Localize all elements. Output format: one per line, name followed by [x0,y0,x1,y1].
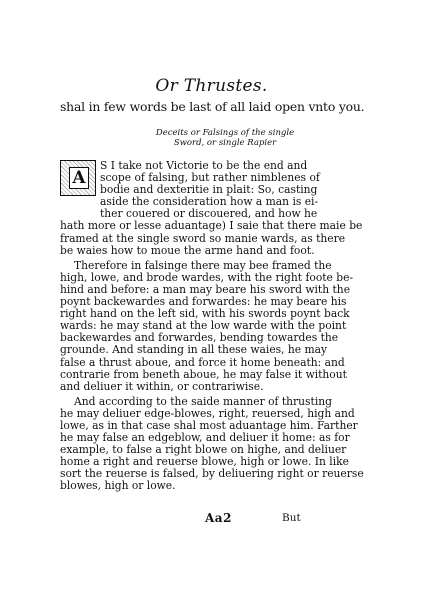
text-line: high, lowe, and brode wardes, with the right foote be- [60,270,354,284]
text-line: ther couered or discouered, and how he [100,207,318,221]
catchline: shal in few words be last of all laid open vnto you. [60,99,365,114]
catchword: But [282,512,301,524]
text-line: scope of falsing, but rather nimblenes of [100,171,320,185]
text-line: contrarie from beneth aboue, he may false it without [60,367,347,381]
text-line: aside the consideration how a man is ei- [100,195,319,209]
text-line: lowe, as in that case shal most aduantage him. Farther [60,418,358,432]
text-line: right hand on the left sid, with his swords poynt back [60,307,350,321]
text-line: framed at the single sword so manie wards, as there [60,231,346,245]
running-head: Or Thrustes. [155,76,268,96]
text-line: and deliuer it within, or contrariwise. [60,379,264,393]
text-line: sort the reuerse is falsed, by deliuering right or reuerse [60,467,364,481]
section-heading-line-1: Deceits or Falsings of the single [155,128,295,138]
text-line: And according to the saide manner of thrusting [74,394,332,408]
text-line: backewardes and forwardes, bending towardes the [60,331,339,345]
text-line: he may false an edgeblow, and deliuer it home: as for [60,431,350,445]
text-line: example, to false a right blowe on highe, and deliuer [60,443,347,457]
section-heading [150,128,300,148]
text-line: home a right and reuerse blowe, high or lowe. In like [60,455,349,469]
text-line: be waies how to moue the arme hand and foot. [60,243,315,257]
text-line: false a thrust aboue, and force it home beneath: and [60,355,345,369]
text-line: S I take not Victorie to be the end and [100,159,308,172]
drop-cap-letter: A [69,167,89,189]
section-heading-line-2: Sword, or single Rapier [173,138,277,148]
signature-mark: Aa2 [205,511,232,525]
body-text [60,159,364,493]
text-line: bodie and dexteritie in plait: So, casting [100,183,318,197]
text-line: hath more or lesse aduantage) I saie that there maie be [60,219,363,233]
text-line: wards: he may stand at the low warde with the point [60,319,347,333]
text-line: Therefore in falsinge there may bee framed the [74,258,332,272]
text-line: grounde. And standing in all these waies, he may [60,343,328,357]
text-line: hind and before: a man may beare his sword with the [60,282,351,296]
text-line: blowes, high or lowe. [60,479,176,493]
text-line: poynt backewardes and forwardes: he may beare his [60,295,347,309]
text-line: he may deliuer edge-blowes, right, reuersed, high and [60,406,355,420]
